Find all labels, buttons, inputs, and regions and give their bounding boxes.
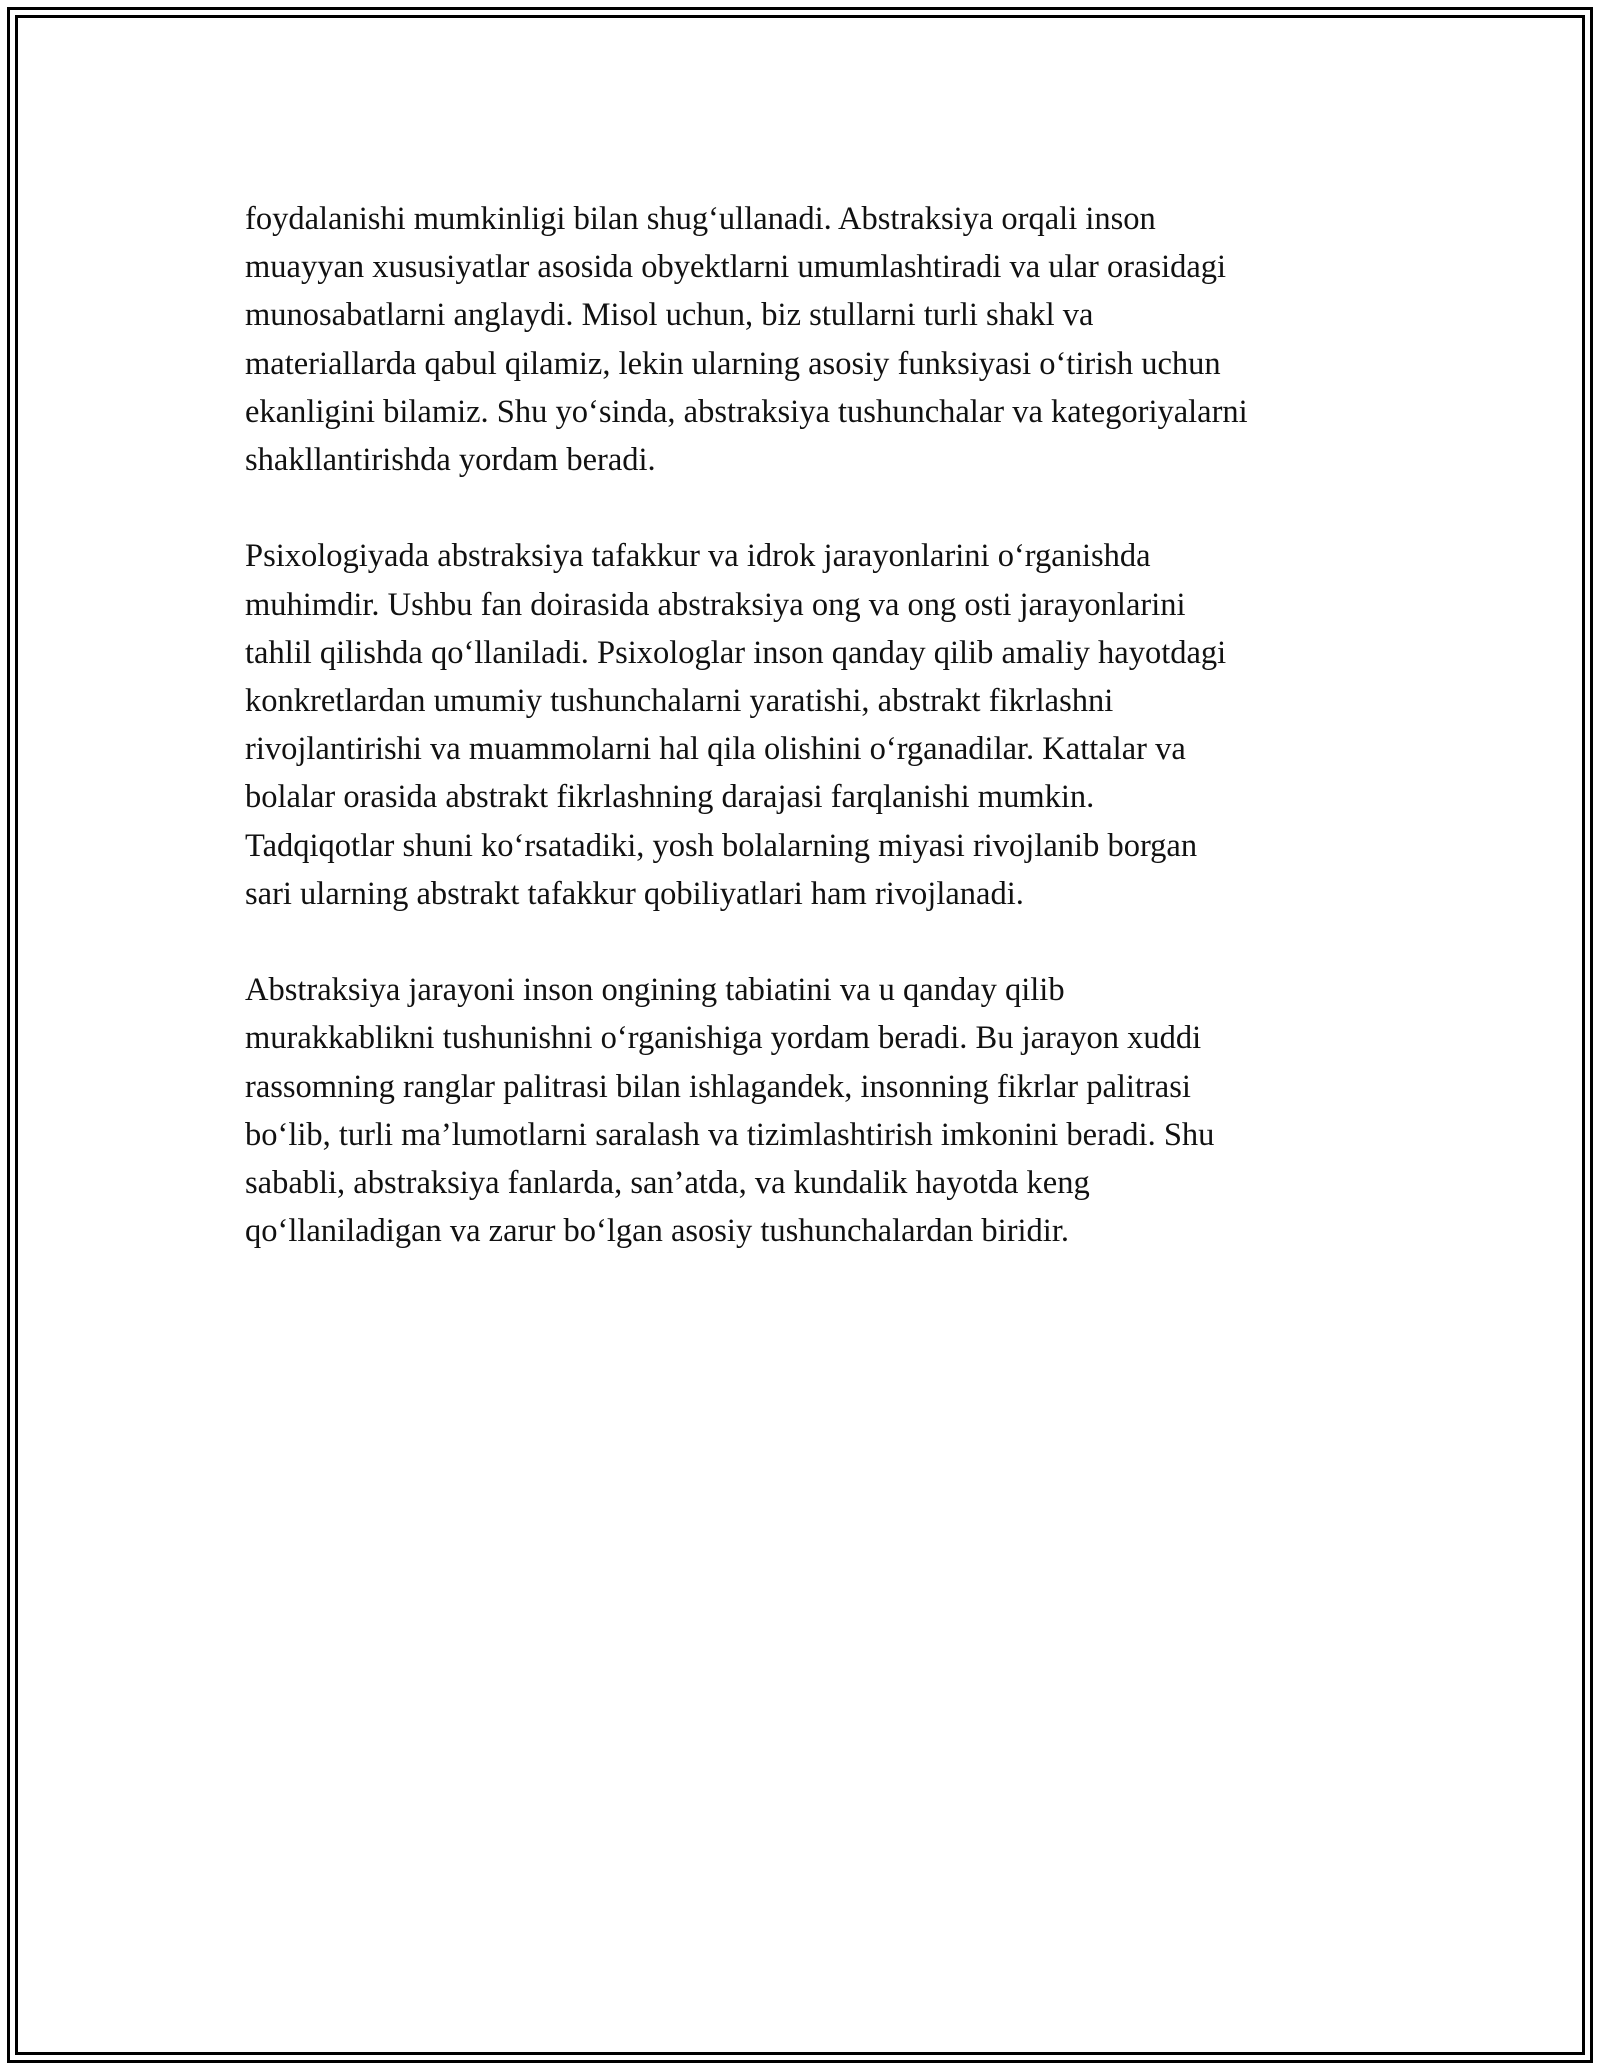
paragraph-line: sari ularning abstrakt tafakkur qobiliyatlari ham rivojlanadi. <box>245 875 1024 912</box>
paragraph-line: Tadqiqotlar shuni ko‘rsatadiki, yosh bolalarning miyasi rivojlanib borgan <box>245 827 1198 864</box>
paragraph-line: rassomning ranglar palitrasi bilan ishlagandek, insonning fikrlar palitrasi <box>245 1068 1191 1105</box>
paragraph-line: shakllantirishda yordam beradi. <box>245 442 656 479</box>
paragraph-line: bo‘lib, turli ma’lumotlarni saralash va tizimlashtirish imkonini beradi. Shu <box>245 1116 1215 1153</box>
paragraph-line: ekanligini bilamiz. Shu yo‘sinda, abstraksiya tushunchalar va kategoriyalarni <box>245 393 1248 430</box>
paragraph-line: rivojlantirishi va muammolarni hal qila olishini o‘rganadilar. Kattalar va <box>245 731 1186 768</box>
paragraph-line: sababli, abstraksiya fanlarda, san’atda, va kundalik hayotda keng <box>245 1165 1090 1202</box>
paragraph-line: Abstraksiya jarayoni inson ongining tabiatini va u qanday qilib <box>245 972 1065 1009</box>
paragraph-line: materiallarda qabul qilamiz, lekin ularning asosiy funksiyasi o‘tirish uchun <box>245 345 1221 382</box>
paragraph-2 <box>245 532 1405 918</box>
paragraph-1 <box>245 195 1405 484</box>
paragraph-line: foydalanishi mumkinligi bilan shug‘ullanadi. Abstraksiya orqali inson <box>245 201 1156 237</box>
paragraph-line: Psixologiyada abstraksiya tafakkur va idrok jarayonlarini o‘rganishda <box>245 538 1151 575</box>
paragraph-line: murakkablikni tushunishni o‘rganishiga yordam beradi. Bu jarayon xuddi <box>245 1020 1202 1057</box>
document-body <box>245 195 1405 1304</box>
paragraph-line: muayyan xususiyatlar asosida obyektlarni umumlashtiradi va ular orasidagi <box>245 249 1227 286</box>
page-border-outer <box>7 7 1593 2063</box>
paragraph-line: bolalar orasida abstrakt fikrlashning darajasi farqlanishi mumkin. <box>245 779 1095 816</box>
paragraph-line: qo‘llaniladigan va zarur bo‘lgan asosiy tushunchalardan biridir. <box>245 1213 1069 1250</box>
paragraph-3 <box>245 966 1405 1255</box>
paragraph-line: munosabatlarni anglaydi. Misol uchun, biz stullarni turli shakl va <box>245 297 1094 334</box>
paragraph-line: konkretlardan umumiy tushunchalarni yaratishi, abstrakt fikrlashni <box>245 683 1114 720</box>
paragraph-line: tahlil qilishda qo‘llaniladi. Psixologlar inson qanday qilib amaliy hayotdagi <box>245 634 1227 671</box>
paragraph-line: muhimdir. Ushbu fan doirasida abstraksiya ong va ong osti jarayonlarini <box>245 586 1186 623</box>
